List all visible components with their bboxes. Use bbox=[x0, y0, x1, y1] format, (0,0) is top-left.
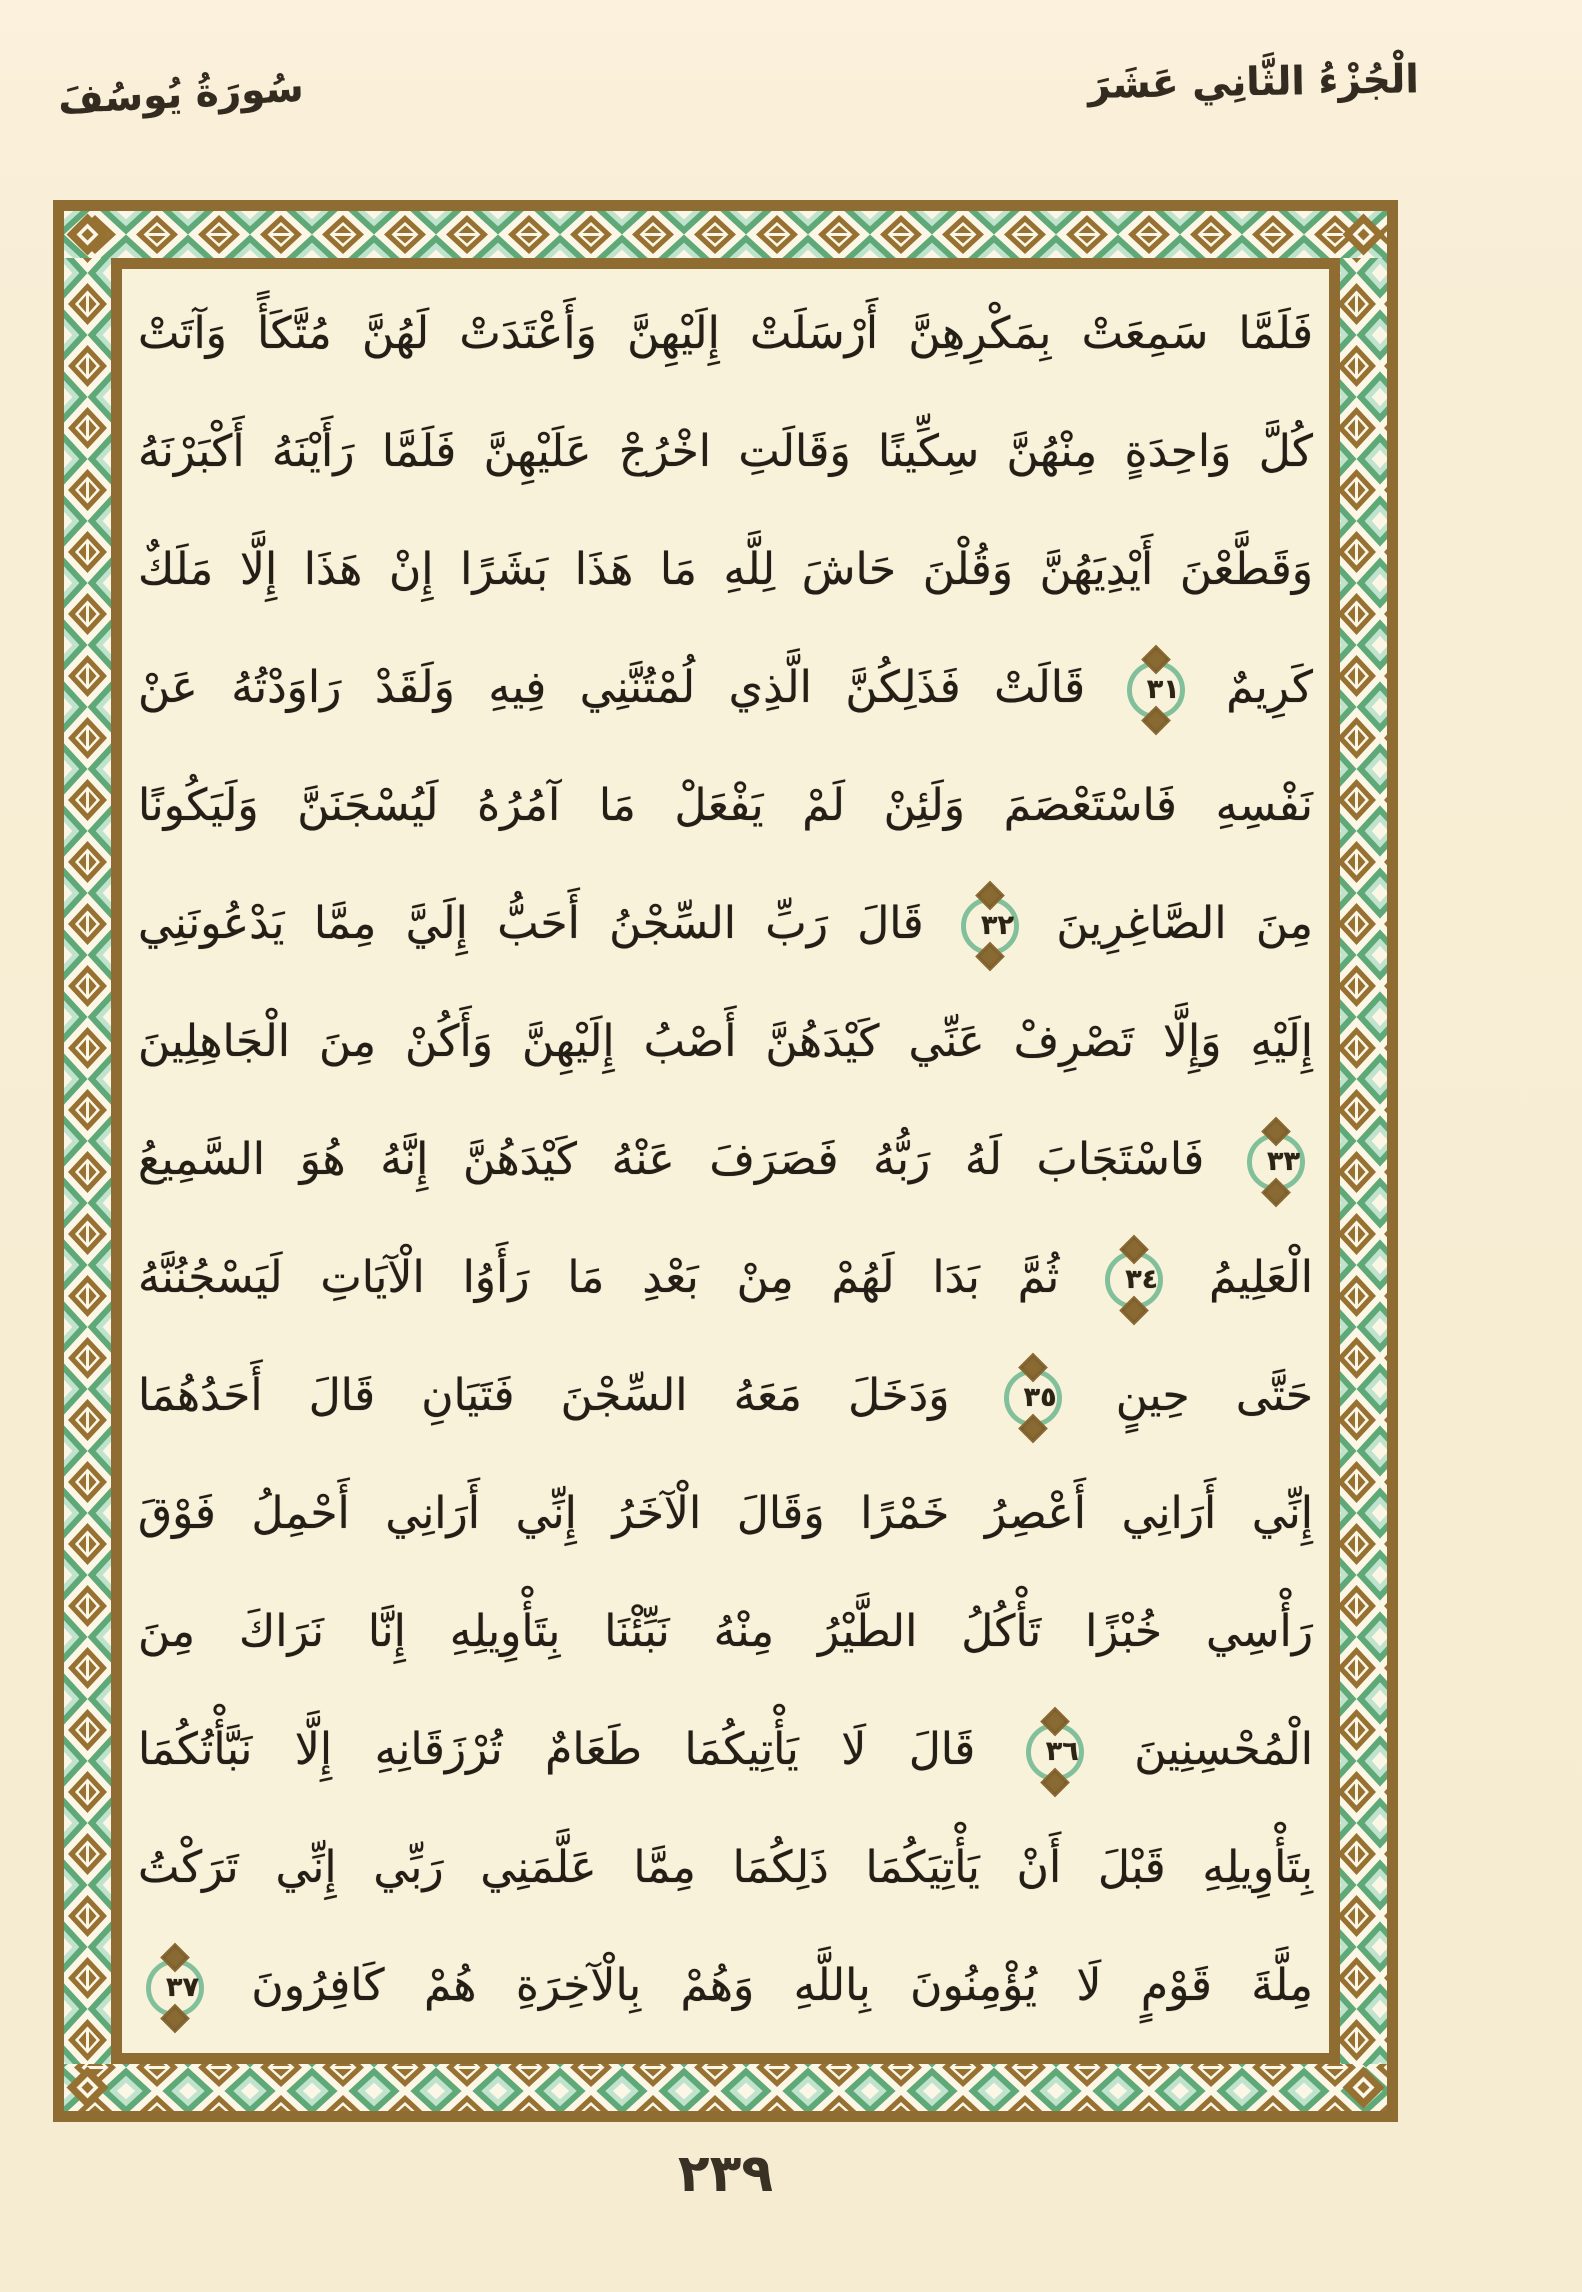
text-area-frame bbox=[111, 258, 1340, 2064]
quran-line bbox=[138, 747, 1313, 865]
quran-text-segment: وَقَطَّعْنَ أَيْدِيَهُنَّ وَقُلْنَ حَاشَ لِلَّهِ مَا هَذَا بَشَرًا إِنْ هَذَا إِلَّا مَلَكٌ bbox=[138, 544, 1313, 595]
quran-text-segment: بِتَأْوِيلِهِ قَبْلَ أَنْ يَأْتِيَكُمَا ذَلِكُمَا مِمَّا عَلَّمَنِي رَبِّي إِنِّي تَرَكْتُ bbox=[138, 1842, 1313, 1893]
quran-text-segment: ثُمَّ بَدَا لَهُمْ مِنْ بَعْدِ مَا رَأَوُا الْآيَاتِ لَيَسْجُنُنَّهُ bbox=[138, 1252, 1060, 1303]
ayah-marker: ٣١ bbox=[1127, 661, 1185, 719]
quran-text-segment: إِنِّي أَرَانِي أَعْصِرُ خَمْرًا وَقَالَ الْآخَرُ إِنِّي أَرَانِي أَحْمِلُ فَوْقَ bbox=[138, 1488, 1313, 1539]
quran-line bbox=[138, 393, 1313, 511]
surah-title: سُورَةُ يُوسُفَ bbox=[56, 65, 305, 124]
quran-line bbox=[138, 865, 1313, 983]
quran-text-segment: رَأْسِي خُبْزًا تَأْكُلُ الطَّيْرُ مِنْهُ نَبِّئْنَا بِتَأْوِيلِهِ إِنَّا نَرَاكَ مِنَ bbox=[138, 1606, 1313, 1657]
ayah-marker: ٣٦ bbox=[1026, 1723, 1084, 1781]
quran-text-segment: الْمُحْسِنِينَ bbox=[1134, 1724, 1313, 1775]
quran-text-segment: كَرِيمٌ bbox=[1226, 662, 1313, 713]
quran-text-segment: قَالَتْ فَذَلِكُنَّ الَّذِي لُمْتُنَّنِي فِيهِ وَلَقَدْ رَاوَدْتُهُ عَنْ bbox=[138, 662, 1086, 713]
quran-line bbox=[138, 1809, 1313, 1927]
ayah-marker: ٣٤ bbox=[1105, 1251, 1163, 1309]
juz-title: الْجُزْءُ الثَّانِي عَشَرَ bbox=[1087, 57, 1420, 108]
ayah-marker: ٣٥ bbox=[1004, 1369, 1062, 1427]
page-number: ٢٣٩ bbox=[677, 2144, 774, 2204]
quran-text-segment: الْعَلِيمُ bbox=[1209, 1252, 1313, 1303]
quran-text-block bbox=[122, 269, 1329, 2053]
quran-line bbox=[138, 1927, 1313, 2045]
quran-line bbox=[138, 983, 1313, 1101]
quran-text-segment: وَدَخَلَ مَعَهُ السِّجْنَ فَتَيَانِ قَالَ أَحَدُهُمَا bbox=[138, 1370, 950, 1421]
quran-text-segment: مِنَ الصَّاغِرِينَ bbox=[1056, 898, 1313, 949]
quran-line bbox=[138, 511, 1313, 629]
quran-line bbox=[138, 629, 1313, 747]
quran-line bbox=[138, 275, 1313, 393]
quran-text-segment: فَلَمَّا سَمِعَتْ بِمَكْرِهِنَّ أَرْسَلَتْ إِلَيْهِنَّ وَأَعْتَدَتْ لَهُنَّ مُتَّكَأً وَآتَتْ bbox=[138, 308, 1313, 359]
quran-text-segment: مِلَّةَ قَوْمٍ لَا يُؤْمِنُونَ بِاللَّهِ وَهُمْ بِالْآخِرَةِ هُمْ كَافِرُونَ bbox=[251, 1960, 1313, 2011]
quran-line bbox=[138, 1101, 1313, 1219]
quran-line bbox=[138, 1573, 1313, 1691]
quran-text-segment: كُلَّ وَاحِدَةٍ مِنْهُنَّ سِكِّينًا وَقَالَتِ اخْرُجْ عَلَيْهِنَّ فَلَمَّا رَأَيْنَهُ أَكْبَرْنَهُ bbox=[138, 426, 1313, 477]
quran-line bbox=[138, 1691, 1313, 1809]
quran-line bbox=[138, 1455, 1313, 1573]
quran-text-segment: قَالَ رَبِّ السِّجْنُ أَحَبُّ إِلَيَّ مِمَّا يَدْعُونَنِي bbox=[138, 898, 924, 949]
ayah-marker: ٣٢ bbox=[961, 897, 1019, 955]
ayah-marker: ٣٣ bbox=[1247, 1133, 1305, 1191]
quran-line bbox=[138, 1219, 1313, 1337]
quran-text-segment: قَالَ لَا يَأْتِيكُمَا طَعَامٌ تُرْزَقَانِهِ إِلَّا نَبَّأْتُكُمَا bbox=[138, 1724, 976, 1775]
quran-line bbox=[138, 1337, 1313, 1455]
ayah-marker: ٣٧ bbox=[146, 1959, 204, 2017]
ornamental-frame bbox=[53, 200, 1398, 2122]
quran-text-segment: حَتَّى حِينٍ bbox=[1115, 1370, 1313, 1421]
quran-text-segment: إِلَيْهِ وَإِلَّا تَصْرِفْ عَنِّي كَيْدَهُنَّ أَصْبُ إِلَيْهِنَّ وَأَكُنْ مِنَ الْجَاهِلِينَ bbox=[138, 1016, 1313, 1067]
quran-text-segment: فَاسْتَجَابَ لَهُ رَبُّهُ فَصَرَفَ عَنْهُ كَيْدَهُنَّ إِنَّهُ هُوَ السَّمِيعُ bbox=[138, 1134, 1205, 1185]
quran-text-segment: نَفْسِهِ فَاسْتَعْصَمَ وَلَئِنْ لَمْ يَفْعَلْ مَا آمُرُهُ لَيُسْجَنَنَّ وَلَيَكُونًا bbox=[138, 780, 1313, 831]
